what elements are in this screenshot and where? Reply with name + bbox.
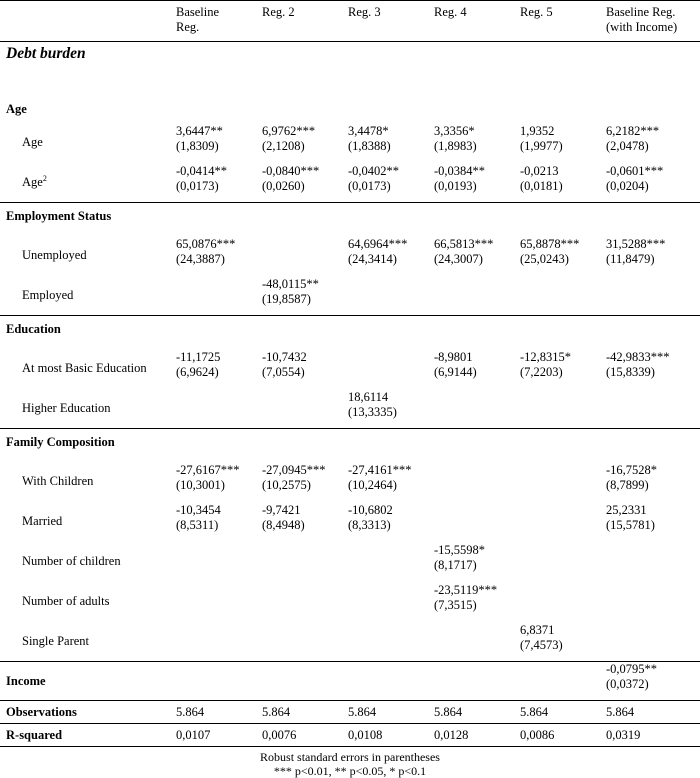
coef-cell	[256, 388, 342, 429]
variable-label	[0, 162, 170, 203]
standard-error: (7,3515)	[434, 598, 477, 612]
column-header-line: Baseline	[176, 5, 220, 19]
column-header-line: Reg. 4	[434, 5, 467, 19]
coef-cell	[256, 348, 342, 388]
header-blank-cell	[0, 1, 170, 42]
standard-error: (1,9977)	[520, 139, 563, 153]
variable-row	[0, 348, 700, 388]
section-header-row	[0, 203, 700, 236]
statistic-value: 0,0107	[170, 724, 256, 747]
column-header-line: Baseline Reg.	[606, 5, 676, 19]
coef-cell	[170, 461, 256, 501]
standard-error: (8,3313)	[348, 518, 391, 532]
standard-error: (0,0181)	[520, 179, 563, 193]
coef-cell	[428, 581, 514, 621]
coef-cell	[170, 348, 256, 388]
variable-name: Married	[22, 513, 63, 528]
standard-error: (7,2203)	[520, 365, 563, 379]
coef-cell	[342, 461, 428, 501]
coef-cell	[256, 275, 342, 316]
variable-label	[0, 541, 170, 581]
coef-cell	[428, 662, 514, 701]
section-title: Education	[0, 316, 700, 349]
standard-error: (8,4948)	[262, 518, 305, 532]
standard-error: (1,8309)	[176, 139, 219, 153]
statistic-value: 0,0086	[514, 724, 600, 747]
coefficient: -9,7421	[262, 503, 301, 517]
coef-cell	[514, 162, 600, 203]
standard-error: (24,3007)	[434, 252, 483, 266]
variable-name: Employed	[22, 287, 74, 302]
variable-row	[0, 621, 700, 662]
coefficient: -27,6167***	[176, 463, 240, 477]
coef-cell	[428, 541, 514, 581]
column-header	[256, 1, 342, 42]
statistic-value: 5.864	[256, 701, 342, 724]
standard-error: (2,0478)	[606, 139, 649, 153]
standard-error: (0,0173)	[176, 179, 219, 193]
header-row	[0, 1, 700, 42]
standard-error: (10,2575)	[262, 478, 311, 492]
regression-table-body	[0, 1, 700, 747]
standard-error: (10,2464)	[348, 478, 397, 492]
coefficient: 1,9352	[520, 124, 555, 138]
variable-superscript: 2	[42, 173, 47, 183]
coef-cell	[514, 621, 600, 662]
coefficient: 66,5813***	[434, 237, 494, 251]
standard-error: (1,8983)	[434, 139, 477, 153]
coefficient: -16,7528*	[606, 463, 658, 477]
coefficient: 3,3356*	[434, 124, 475, 138]
coefficient: -11,1725	[176, 350, 221, 364]
statistic-value: 0,0108	[342, 724, 428, 747]
coef-cell	[342, 122, 428, 162]
coef-cell	[600, 581, 700, 621]
table-notes	[0, 747, 700, 778]
coefficient: -10,7432	[262, 350, 307, 364]
coef-cell	[514, 461, 600, 501]
statistic-value: 0,0128	[428, 724, 514, 747]
coefficient: 25,2331	[606, 503, 647, 517]
coef-cell	[170, 162, 256, 203]
variable-row	[0, 461, 700, 501]
coef-cell	[428, 501, 514, 541]
coef-cell	[170, 275, 256, 316]
column-header-line: Reg. 3	[348, 5, 381, 19]
statistic-value: 5.864	[342, 701, 428, 724]
coef-cell	[256, 461, 342, 501]
coefficient: -10,6802	[348, 503, 393, 517]
coefficient: -0,0840***	[262, 164, 320, 178]
coefficient: 3,4478*	[348, 124, 389, 138]
standard-error: (2,1208)	[262, 139, 305, 153]
statistic-value: 0,0076	[256, 724, 342, 747]
variable-row	[0, 501, 700, 541]
coefficient: -42,9833***	[606, 350, 670, 364]
coef-cell	[514, 541, 600, 581]
coefficient: 18,6114	[348, 390, 389, 404]
coef-cell	[256, 235, 342, 275]
coef-cell	[342, 388, 428, 429]
coefficient: 65,8878***	[520, 237, 580, 251]
variable-name: Number of children	[22, 553, 121, 568]
variable-label	[0, 348, 170, 388]
standard-error: (6,9144)	[434, 365, 477, 379]
coef-cell	[428, 162, 514, 203]
standard-error: (0,0260)	[262, 179, 305, 193]
coef-cell	[428, 388, 514, 429]
coefficient: -27,0945***	[262, 463, 326, 477]
variable-row	[0, 541, 700, 581]
coefficient: 65,0876***	[176, 237, 236, 251]
variable-name: At most Basic Education	[22, 360, 147, 375]
statistic-row	[0, 701, 700, 724]
coef-cell	[342, 501, 428, 541]
coef-cell	[600, 235, 700, 275]
coef-cell	[256, 501, 342, 541]
coef-cell	[428, 122, 514, 162]
coef-cell	[170, 541, 256, 581]
standard-error: (0,0173)	[348, 179, 391, 193]
coefficient: -0,0213	[520, 164, 559, 178]
column-header	[170, 1, 256, 42]
coef-cell	[256, 662, 342, 701]
coef-cell	[342, 621, 428, 662]
variable-row	[0, 275, 700, 316]
coef-cell	[256, 162, 342, 203]
standard-error: (8,5311)	[176, 518, 219, 532]
variable-row	[0, 122, 700, 162]
coef-cell	[600, 541, 700, 581]
coef-cell	[600, 388, 700, 429]
coef-cell	[600, 621, 700, 662]
statistic-label: Observations	[0, 701, 170, 724]
variable-row	[0, 162, 700, 203]
coefficient: -0,0402**	[348, 164, 400, 178]
standard-error: (8,7899)	[606, 478, 649, 492]
standard-error: (15,5781)	[606, 518, 655, 532]
coef-cell	[600, 275, 700, 316]
section-header-row	[0, 74, 700, 122]
statistic-value: 5.864	[170, 701, 256, 724]
variable-label	[0, 235, 170, 275]
coef-cell	[600, 662, 700, 701]
section-title: Family Composition	[0, 429, 700, 462]
statistic-label: R-squared	[0, 724, 170, 747]
coef-cell	[170, 621, 256, 662]
coefficient: 6,9762***	[262, 124, 316, 138]
coefficient: 6,8371	[520, 623, 555, 637]
standard-error: (0,0372)	[606, 677, 649, 691]
standard-error: (0,0204)	[606, 179, 649, 193]
statistic-row	[0, 724, 700, 747]
variable-name: With Children	[22, 473, 94, 488]
coef-cell	[428, 275, 514, 316]
coefficient: -0,0601***	[606, 164, 664, 178]
column-header	[342, 1, 428, 42]
coef-cell	[514, 388, 600, 429]
coef-cell	[342, 541, 428, 581]
coef-cell	[256, 122, 342, 162]
variable-label	[0, 501, 170, 541]
coef-cell	[170, 662, 256, 701]
variable-row	[0, 388, 700, 429]
coefficient: -8,9801	[434, 350, 473, 364]
standard-error: (8,1717)	[434, 558, 477, 572]
income-row	[0, 662, 700, 701]
coef-cell	[256, 541, 342, 581]
coef-cell	[256, 581, 342, 621]
column-header-line: (with Income)	[606, 20, 678, 34]
standard-error: (1,8388)	[348, 139, 391, 153]
coef-cell	[514, 235, 600, 275]
coefficient: -48,0115**	[262, 277, 319, 291]
coefficient: -0,0384**	[434, 164, 486, 178]
coef-cell	[428, 348, 514, 388]
coef-cell	[514, 122, 600, 162]
coefficient: -27,4161***	[348, 463, 412, 477]
coef-cell	[170, 581, 256, 621]
coef-cell	[428, 235, 514, 275]
column-header	[428, 1, 514, 42]
variable-name: Age	[22, 134, 43, 149]
variable-label	[0, 461, 170, 501]
coef-cell	[342, 162, 428, 203]
coef-cell	[428, 461, 514, 501]
coef-cell	[600, 122, 700, 162]
column-header-line: Reg. 2	[262, 5, 295, 19]
coef-cell	[170, 501, 256, 541]
coef-cell	[600, 162, 700, 203]
standard-error: (19,8587)	[262, 292, 311, 306]
coef-cell	[342, 235, 428, 275]
column-header	[600, 1, 700, 42]
column-header	[514, 1, 600, 42]
coefficient: -12,8315*	[520, 350, 572, 364]
variable-name: Number of adults	[22, 593, 110, 608]
coef-cell	[342, 581, 428, 621]
coef-cell	[170, 235, 256, 275]
coef-cell	[514, 348, 600, 388]
statistic-value: 0,0319	[600, 724, 700, 747]
variable-label	[0, 581, 170, 621]
coef-cell	[514, 501, 600, 541]
section-title: Employment Status	[0, 203, 700, 236]
statistic-value: 5.864	[514, 701, 600, 724]
standard-error: (10,3001)	[176, 478, 225, 492]
income-label: Income	[0, 662, 170, 701]
section-header-row	[0, 429, 700, 462]
coef-cell	[170, 122, 256, 162]
standard-error: (25,0243)	[520, 252, 569, 266]
standard-error: (0,0193)	[434, 179, 477, 193]
coefficient: -0,0414**	[176, 164, 228, 178]
coefficient: -0,0795**	[606, 662, 658, 676]
variable-name: Higher Education	[22, 400, 111, 415]
dependent-variable-title: Debt burden	[6, 45, 86, 62]
variable-label	[0, 621, 170, 662]
variable-label	[0, 388, 170, 429]
coefficient: 3,6447**	[176, 124, 223, 138]
coefficient: -23,5119***	[434, 583, 498, 597]
variable-row	[0, 581, 700, 621]
variable-label	[0, 122, 170, 162]
note-line: *** p<0.01, ** p<0.05, * p<0.1	[273, 764, 427, 778]
coef-cell	[170, 388, 256, 429]
variable-name: Age	[22, 174, 43, 189]
coefficient: 31,5288***	[606, 237, 666, 251]
standard-error: (24,3887)	[176, 252, 225, 266]
coef-cell	[600, 461, 700, 501]
standard-error: (7,4573)	[520, 638, 563, 652]
section-header-row	[0, 316, 700, 349]
coefficient: -15,5598*	[434, 543, 486, 557]
standard-error: (13,3335)	[348, 405, 397, 419]
variable-row	[0, 235, 700, 275]
statistic-value: 5.864	[428, 701, 514, 724]
column-header-line: Reg. 5	[520, 5, 553, 19]
standard-error: (15,8339)	[606, 365, 655, 379]
coef-cell	[600, 348, 700, 388]
standard-error: (24,3414)	[348, 252, 397, 266]
coef-cell	[342, 348, 428, 388]
coef-cell	[514, 275, 600, 316]
variable-name: Unemployed	[22, 247, 87, 262]
column-header-line: Reg.	[176, 20, 200, 34]
dependent-variable-row	[0, 42, 700, 75]
coef-cell	[514, 581, 600, 621]
coef-cell	[514, 662, 600, 701]
standard-error: (6,9624)	[176, 365, 219, 379]
standard-error: (11,8479)	[606, 252, 655, 266]
variable-label	[0, 275, 170, 316]
coef-cell	[600, 501, 700, 541]
variable-name: Single Parent	[22, 633, 90, 648]
coef-cell	[256, 621, 342, 662]
coef-cell	[342, 275, 428, 316]
coefficient: -10,3454	[176, 503, 221, 517]
note-line: Robust standard errors in parentheses	[260, 750, 440, 764]
coef-cell	[428, 621, 514, 662]
coefficient: 6,2182***	[606, 124, 660, 138]
standard-error: (7,0554)	[262, 365, 305, 379]
statistic-value: 5.864	[600, 701, 700, 724]
section-title: Age	[6, 102, 27, 116]
coef-cell	[342, 662, 428, 701]
coefficient: 64,6964***	[348, 237, 408, 251]
